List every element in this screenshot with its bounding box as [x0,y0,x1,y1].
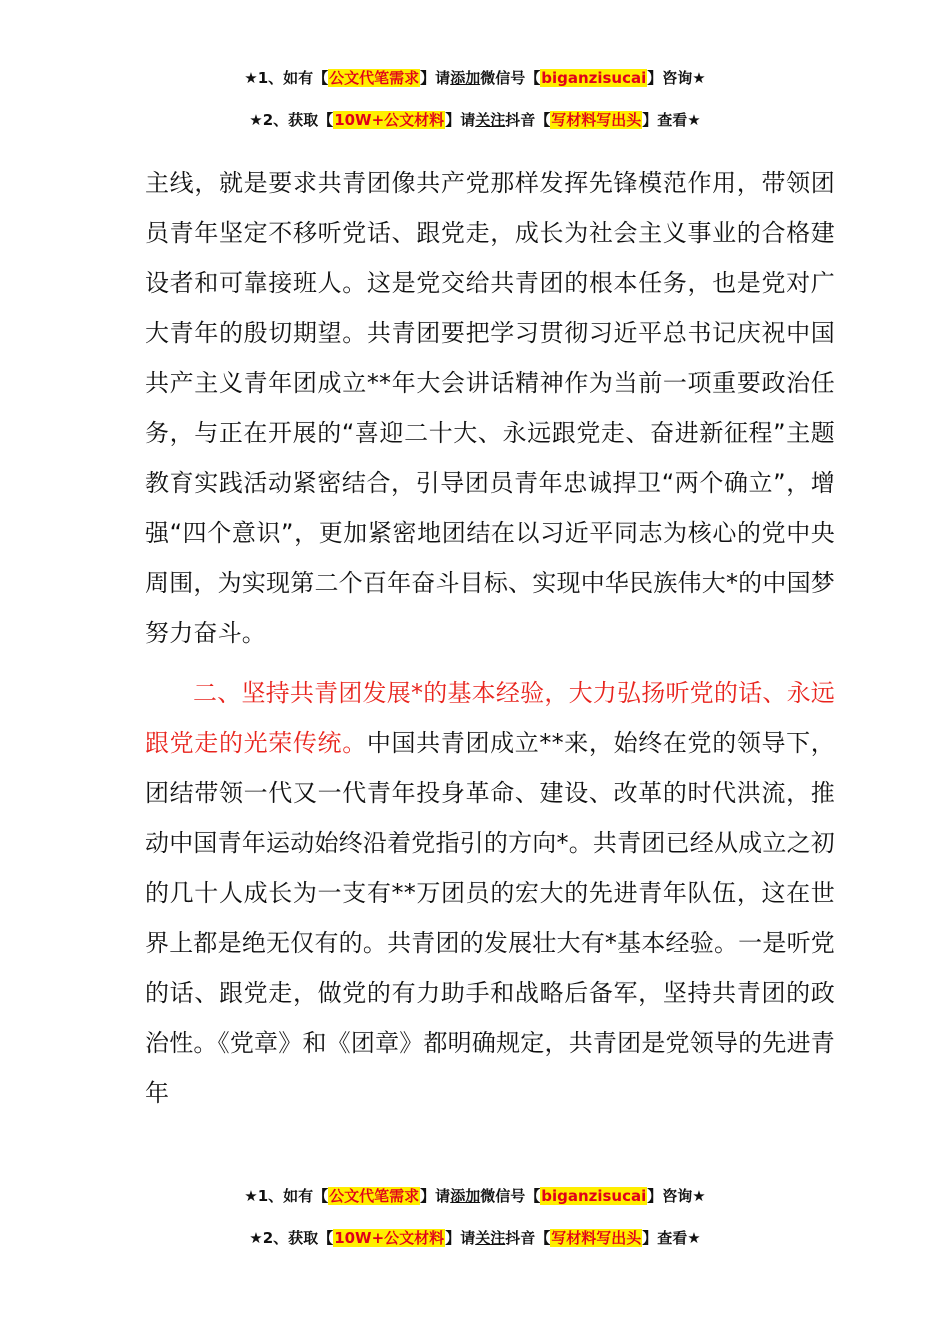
section-text: 中国共青团成立**来，始终在党的领导下，团结带领一代又一代青年投身革命、建设、改革的时代洪流，推动中国青年运动始终沿着党指引的方向*。共青团已经从成立之初的几十人成长为一支有**万团员的宏大的先进青年队伍，这在世界上都是绝无仅有的。共青团的发展壮大有*基本经验。一是听党的话、跟党走，做党的有力助手和战略后备军，坚持共青团的政治性。《党章》和《团章》都明确规定，共青团是党领导的先进青年 [145,729,835,1107]
banner-line-2-highlight-1: 10W+公文材料 [334,111,445,129]
banner-line-2-mid-2: 抖音【 [505,111,551,129]
banner-line-1 [0,68,950,88]
footer-line-2-mid-2: 抖音【 [505,1229,551,1247]
footer-line-1-suffix: 】咨询★ [647,1187,706,1205]
footer-line-2-suffix: 】查看★ [642,1229,701,1247]
body-paragraph-1: 主线，就是要求共青团像共产党那样发挥先锋模范作用，带领团员青年坚定不移听党话、跟党走，成长为社会主义事业的合格建设者和可靠接班人。这是党交给共青团的根本任务，也是党对广大青年的殷切期望。共青团要把学习贯彻习近平总书记庆祝中国共产主义青年团成立**年大会讲话精神作为当前一项重要政治任务，与正在开展的“喜迎二十大、永远跟党走、奋进新征程”主题教育实践活动紧密结合，引导团员青年忠诚捍卫“两个确立”，增强“四个意识”，更加紧密地团结在以习近平同志为核心的党中央周围，为实现第二个百年奋斗目标、实现中华民族伟大*的中国梦努力奋斗。 [145,169,835,647]
banner-line-2-mid-1: 】请 [445,111,476,129]
body-paragraph-2 [145,668,835,1118]
footer-line-1-mid-1: 】请 [420,1187,451,1205]
footer-line-1-mid-2: 微信号【 [480,1187,541,1205]
footer-line-1 [0,1186,950,1206]
footer-banner-2 [0,1228,950,1248]
document-body [145,158,835,1118]
footer-line-1-prefix: ★1、如有【 [244,1187,329,1205]
header-banner [0,68,950,88]
banner-line-2-suffix: 】查看★ [642,111,701,129]
banner-line-1-prefix: ★1、如有【 [244,69,329,87]
footer-line-1-underlined: 添加 [450,1187,481,1205]
banner-line-1-mid-2: 微信号【 [480,69,541,87]
banner-line-1-highlight-1: 公文代笔需求 [329,69,420,87]
footer-line-1-highlight-2: biganzisucai [541,1187,647,1205]
banner-line-1-highlight-2: biganzisucai [541,69,647,87]
footer-line-2-mid-1: 】请 [445,1229,476,1247]
header-banner-2 [0,110,950,130]
banner-line-2-underlined: 关注 [475,111,506,129]
banner-line-1-suffix: 】咨询★ [647,69,706,87]
banner-line-2-highlight-2: 写材料写出头 [551,111,642,129]
banner-line-1-underlined: 添加 [450,69,481,87]
footer-banner [0,1186,950,1206]
footer-line-2-underlined: 关注 [475,1229,506,1247]
footer-line-2-prefix: ★2、获取【 [249,1229,334,1247]
section-heading: 二、坚持共青团发展*的基本经验，大力弘扬听党的话、永远跟党走的光荣传统。 [145,679,835,757]
banner-line-2 [0,110,950,130]
footer-line-2-highlight-2: 写材料写出头 [551,1229,642,1247]
footer-line-1-highlight-1: 公文代笔需求 [329,1187,420,1205]
footer-line-2-highlight-1: 10W+公文材料 [334,1229,445,1247]
footer-line-2 [0,1228,950,1248]
banner-line-2-prefix: ★2、获取【 [249,111,334,129]
banner-line-1-mid-1: 】请 [420,69,451,87]
